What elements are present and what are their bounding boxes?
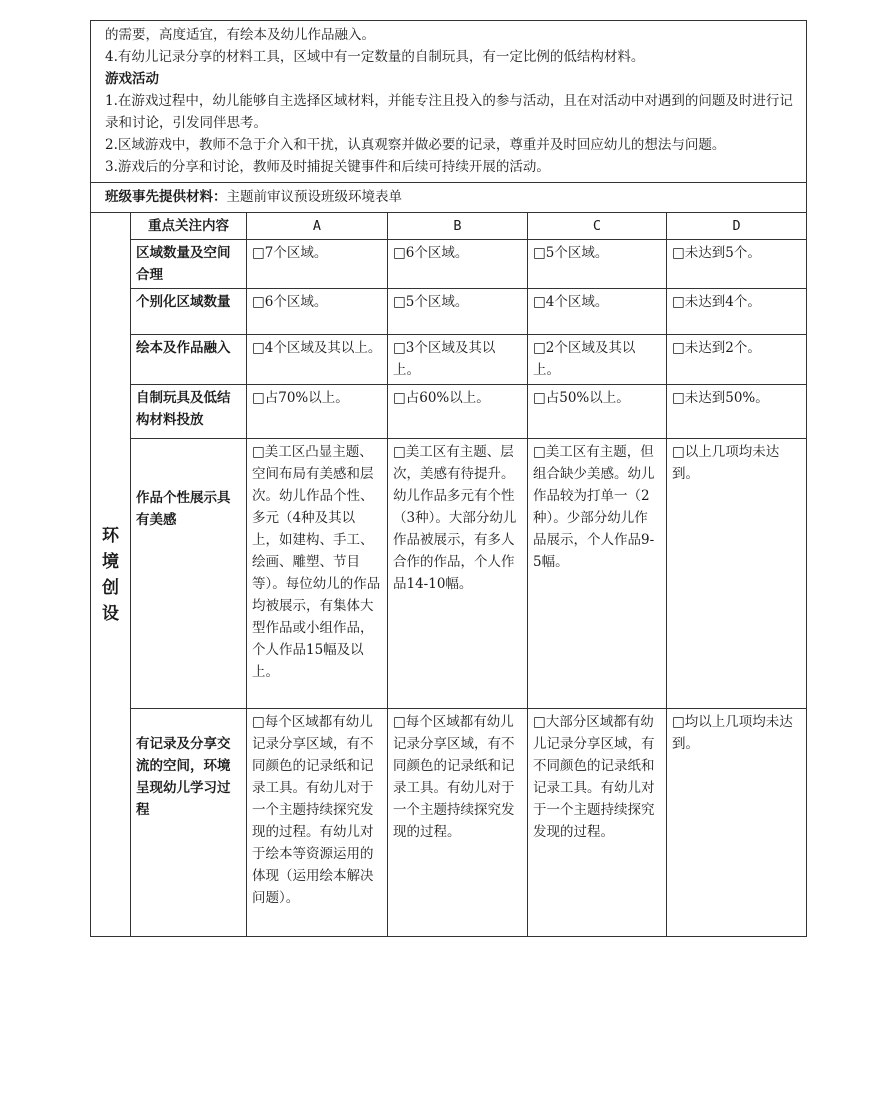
criterion-row (91, 709, 807, 937)
header-level-b: B (388, 213, 528, 240)
side-label-char: 境 (102, 551, 119, 572)
level-cell: □未达到5个。 (667, 240, 807, 289)
level-cell: □占50%以上。 (528, 385, 667, 439)
activity-item: 1.在游戏过程中，幼儿能够自主选择区域材料，并能专注且投入的参与活动，且在对活动中对遇到的问题及时进行记录和讨论，引发同伴思考。 (105, 93, 793, 131)
materials-cell (91, 183, 807, 213)
criterion-label: 个别化区域数量 (131, 289, 247, 335)
level-cell: □占60%以上。 (388, 385, 528, 439)
materials-row (91, 183, 807, 213)
level-cell: □未达到50%。 (667, 385, 807, 439)
activity-heading: 游戏活动 (105, 71, 159, 87)
criterion-label: 有记录及分享交流的空间，环境呈现幼儿学习过程 (131, 709, 247, 937)
header-level-d: D (667, 213, 807, 240)
intro-line: 的需要，高度适宜，有绘本及幼儿作品融入。 (105, 27, 375, 43)
criterion-label: 区域数量及空间合理 (131, 240, 247, 289)
criterion-row (91, 289, 807, 335)
level-cell: □4个区域。 (528, 289, 667, 335)
level-cell: □未达到2个。 (667, 335, 807, 385)
materials-label: 班级事先提供材料： (105, 189, 227, 205)
activity-item: 3.游戏后的分享和讨论，教师及时捕捉关键事件和后续可持续开展的活动。 (105, 159, 550, 175)
level-cell: □3个区域及其以上。 (388, 335, 528, 385)
level-cell: □5个区域。 (388, 289, 528, 335)
criterion-label: 自制玩具及低结构材料投放 (131, 385, 247, 439)
header-focus: 重点关注内容 (131, 213, 247, 240)
level-cell: □大部分区域都有幼儿记录分享区域，有不同颜色的记录纸和记录工具。有幼儿对于一个主题持续探究发现的过程。 (528, 709, 667, 937)
intro-line: 4.有幼儿记录分享的材料工具，区域中有一定数量的自制玩具，有一定比例的低结构材料。 (105, 49, 645, 65)
materials-value: 主题前审议预设班级环境表单 (226, 189, 402, 205)
level-cell: □6个区域。 (247, 289, 388, 335)
level-cell: □每个区域都有幼儿记录分享区域，有不同颜色的记录纸和记录工具。有幼儿对于一个主题持续探究发现的过程。有幼儿对于绘本等资源运用的体现（运用绘本解决问题）。 (247, 709, 388, 937)
header-level-a: A (247, 213, 388, 240)
environment-evaluation-table (90, 20, 807, 937)
intro-row (91, 21, 807, 183)
side-label-char: 环 (102, 525, 119, 546)
criterion-label: 绘本及作品融入 (131, 335, 247, 385)
criterion-row (91, 439, 807, 709)
level-cell: □6个区域。 (388, 240, 528, 289)
criterion-label: 作品个性展示具有美感 (131, 439, 247, 709)
side-label-cell (91, 213, 131, 937)
criterion-row (91, 240, 807, 289)
level-cell: □7个区域。 (247, 240, 388, 289)
criterion-row (91, 385, 807, 439)
level-cell: □美工区凸显主题、空间布局有美感和层次。幼儿作品个性、多元（4种及其以上，如建构、手工、绘画、雕塑、节目等）。每位幼儿的作品均被展示，有集体大型作品或小组作品，个人作品15幅及以上。 (247, 439, 388, 709)
side-label-char: 设 (102, 603, 119, 624)
header-row (91, 213, 807, 240)
level-cell: □每个区域都有幼儿记录分享区域，有不同颜色的记录纸和记录工具。有幼儿对于一个主题持续探究发现的过程。 (388, 709, 528, 937)
level-cell: □均以上几项均未达到。 (667, 709, 807, 937)
level-cell: □4个区域及其以上。 (247, 335, 388, 385)
header-level-c: C (528, 213, 667, 240)
side-label-char: 创 (102, 577, 119, 598)
level-cell: □以上几项均未达到。 (667, 439, 807, 709)
criterion-row (91, 335, 807, 385)
level-cell: □美工区有主题、层次，美感有待提升。幼儿作品多元有个性（3种）。大部分幼儿作品被展示，有多人合作的作品，个人作品14-10幅。 (388, 439, 528, 709)
level-cell: □2个区域及其以上。 (528, 335, 667, 385)
activity-item: 2.区域游戏中，教师不急于介入和干扰，认真观察并做必要的记录，尊重并及时回应幼儿的想法与问题。 (105, 137, 726, 153)
level-cell: □美工区有主题，但组合缺少美感。幼儿作品较为打单一（2种）。少部分幼儿作品展示，个人作品9-5幅。 (528, 439, 667, 709)
intro-cell (91, 21, 807, 183)
level-cell: □5个区域。 (528, 240, 667, 289)
level-cell: □未达到4个。 (667, 289, 807, 335)
level-cell: □占70%以上。 (247, 385, 388, 439)
